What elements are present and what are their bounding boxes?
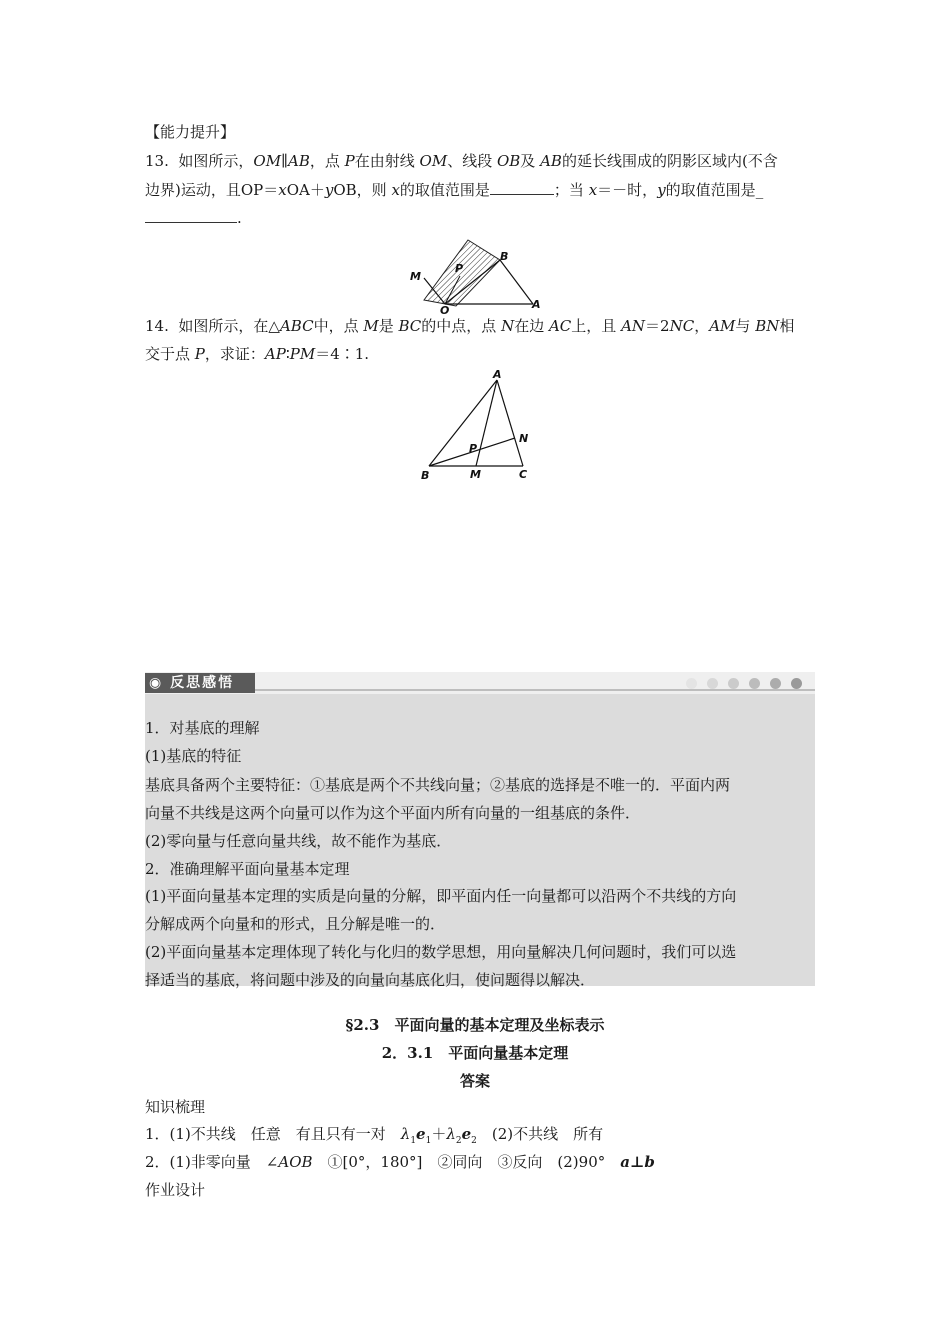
- segment-ab: [500, 260, 533, 304]
- text: 、线段: [447, 152, 497, 170]
- text: 在由射线: [354, 152, 420, 170]
- text: ＋: [431, 1125, 447, 1143]
- text: ∶: [285, 345, 290, 363]
- var-pm: PM: [289, 345, 316, 363]
- answer-title-section: §2.3 平面向量的基本定理及坐标表示: [345, 1016, 605, 1034]
- header-dot: [707, 678, 718, 689]
- text: ＝4∶1.: [315, 345, 370, 363]
- label-m: M: [410, 270, 421, 283]
- label-p: P: [455, 262, 464, 275]
- label-n: N: [519, 432, 529, 445]
- var-p: P: [194, 345, 205, 363]
- reflection-header-rule: [255, 689, 815, 691]
- var-bc: BC: [398, 317, 422, 335]
- label-m: M: [470, 468, 481, 481]
- var-ac: AC: [548, 317, 572, 335]
- lambda: λ: [400, 1125, 411, 1143]
- var-ob: OB: [496, 152, 521, 170]
- text: 相: [779, 317, 795, 335]
- var-ap: AP: [264, 345, 286, 363]
- reflection-line: 1．对基底的理解: [145, 719, 260, 737]
- text: 的中点，点: [421, 317, 502, 335]
- label-b: B: [421, 469, 430, 482]
- text: 交于点: [145, 345, 195, 363]
- q13-line-1: [145, 151, 778, 171]
- var-abc: ABC: [279, 317, 314, 335]
- label-p: P: [469, 442, 478, 455]
- parallel-symbol: ∥: [281, 152, 289, 170]
- text: 在边: [514, 317, 549, 335]
- text: 边界)运动，且OP＝: [145, 181, 279, 199]
- text: 中，点: [313, 317, 364, 335]
- header-dot: [686, 678, 697, 689]
- var-bn: BN: [755, 317, 780, 335]
- answers-heading: 知识梳理: [145, 1098, 206, 1116]
- text: OA＋: [286, 181, 325, 199]
- text: ，求证：: [204, 345, 265, 363]
- var-om: OM: [253, 152, 282, 170]
- text: ，: [694, 317, 710, 335]
- label-a: A: [532, 298, 541, 311]
- text: ①[0°，180°] ②同向 ③反向 (2)90°: [312, 1153, 621, 1171]
- q13-line-2: [145, 180, 763, 200]
- var-y: y: [324, 181, 334, 199]
- perpendicular-expr: a⊥b: [620, 1153, 655, 1171]
- text: 与: [735, 317, 756, 335]
- var-om: OM: [419, 152, 448, 170]
- subscript: 1: [410, 1136, 417, 1146]
- var-am: AM: [709, 317, 736, 335]
- answer-title: 答案: [459, 1072, 490, 1090]
- text: ＝2: [645, 317, 670, 335]
- var-y: y: [657, 181, 666, 199]
- header-dot: [728, 678, 739, 689]
- text: .: [237, 209, 242, 227]
- vector-e: e: [461, 1125, 472, 1143]
- subscript: 2: [455, 1136, 462, 1146]
- text: (2)不共线 所有: [476, 1125, 604, 1143]
- reflection-line: 分解成两个向量和的形式，且分解是唯一的．: [145, 915, 446, 933]
- var-ab: AB: [288, 152, 310, 170]
- reflection-line: 择适当的基底，将问题中涉及的向量向基底化归，使问题得以解决．: [145, 971, 596, 989]
- text: 如图所示，: [178, 152, 254, 170]
- segment-ac: [497, 380, 523, 466]
- q14-number: 14.: [145, 317, 169, 335]
- section-heading: [145, 122, 235, 142]
- text: 2．(1)非零向量 ∠: [145, 1153, 279, 1171]
- text: 的取值范围是: [399, 181, 490, 199]
- text: ；当: [553, 181, 589, 199]
- header-dot: [791, 678, 802, 689]
- text: 及: [520, 152, 541, 170]
- q14-line-2: [145, 344, 369, 364]
- answer-row-2: [145, 1152, 655, 1172]
- var-ab: AB: [540, 152, 562, 170]
- answer-row-3: 作业设计: [145, 1181, 206, 1199]
- var-x: x: [391, 181, 400, 199]
- q14-line-1: [145, 316, 794, 336]
- label-c: C: [519, 468, 528, 481]
- lambda: λ: [446, 1125, 456, 1143]
- reflection-line: (2)平面向量基本定理体现了转化与化归的数学思想，用向量解决几何问题时，我们可以选: [145, 943, 737, 961]
- label-o: O: [440, 304, 450, 314]
- var-x: x: [278, 181, 287, 199]
- var-an: AN: [621, 317, 646, 335]
- reflection-line: (1)基底的特征: [145, 747, 242, 765]
- answer-title-subsection: 2．3.1 平面向量基本定理: [381, 1044, 569, 1062]
- text: 上，且: [571, 317, 622, 335]
- vector-e: e: [416, 1125, 426, 1143]
- answer-blank-1: [490, 180, 554, 195]
- var-n: N: [501, 317, 515, 335]
- answer-blank-2: [145, 208, 237, 223]
- text: 的延长线围成的阴影区域内(不含: [561, 152, 778, 170]
- var-x: x: [588, 181, 598, 199]
- q13-line-3: [145, 208, 242, 228]
- reflection-line: 向量不共线是这两个向量可以作为这个平面内所有向量的一组基底的条件．: [145, 804, 641, 822]
- var-nc: NC: [669, 317, 695, 335]
- reflection-line: (1)平面向量基本定理的实质是向量的分解，即平面内任一向量都可以沿两个不共线的方向: [145, 887, 737, 905]
- reflection-line: 2．准确理解平面向量基本定理: [145, 860, 350, 878]
- text: OB，则: [333, 181, 392, 199]
- header-dot: [770, 678, 781, 689]
- text: ，点: [309, 152, 345, 170]
- figure-13: [400, 232, 550, 314]
- subscript: 2: [471, 1136, 477, 1146]
- text: ＝－时，: [597, 181, 658, 199]
- section-heading-text: 【能力提升】: [145, 123, 236, 141]
- var-m: M: [363, 317, 379, 335]
- var-aob: AOB: [278, 1153, 313, 1171]
- text: 是: [378, 317, 399, 335]
- label-a: A: [493, 368, 502, 381]
- var-p: P: [344, 152, 355, 170]
- q13-number: 13.: [145, 152, 169, 170]
- figure-14: [415, 368, 545, 484]
- text: _: [755, 181, 764, 199]
- text: 的取值范围是: [665, 181, 756, 199]
- subscript: 1: [425, 1136, 432, 1146]
- reflection-tab: ◉ 反思感悟: [145, 673, 255, 693]
- label-b: B: [500, 250, 509, 263]
- reflection-line: 基底具备两个主要特征：①基底是两个不共线向量；②基底的选择是不唯一的．平面内两: [145, 776, 731, 794]
- header-dot: [749, 678, 760, 689]
- reflection-line: (2)零向量与任意向量共线，故不能作为基底．: [145, 832, 452, 850]
- answer-row-1: [145, 1124, 603, 1151]
- text: 如图所示，在△: [178, 317, 280, 335]
- text: 1．(1)不共线 任意 有且只有一对: [145, 1125, 401, 1143]
